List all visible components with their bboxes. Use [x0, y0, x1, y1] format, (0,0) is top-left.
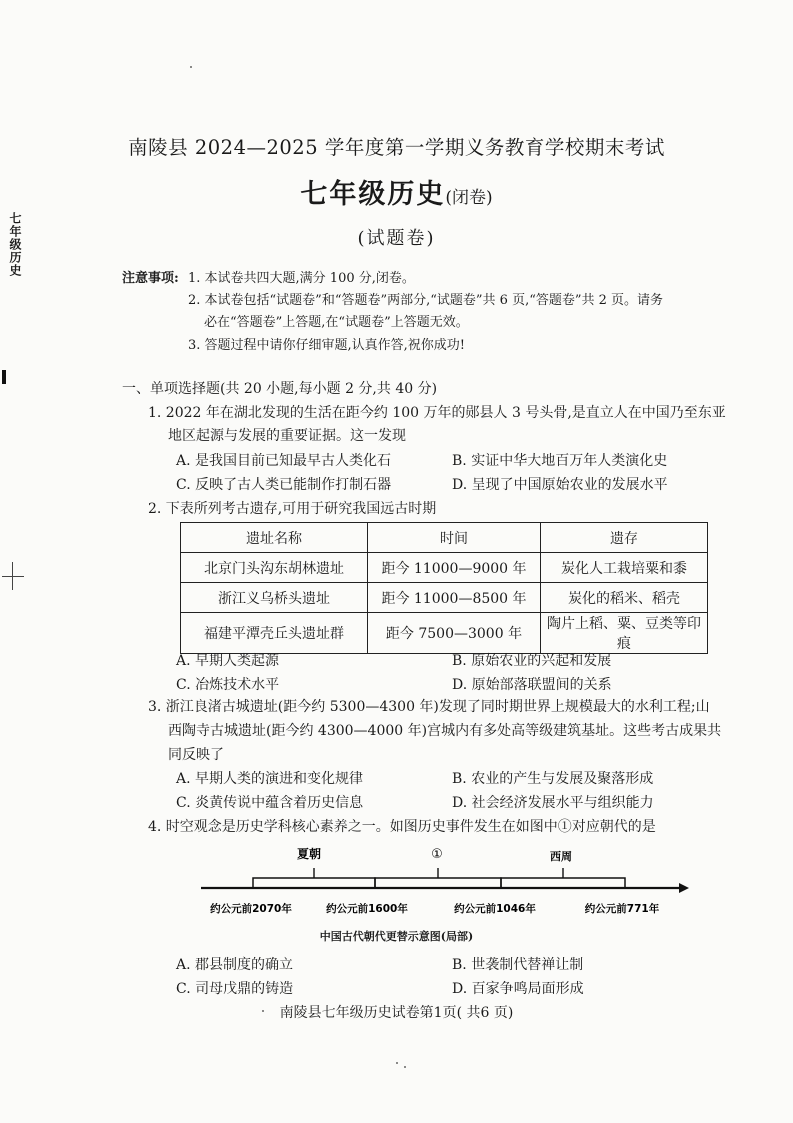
timeline-arrow-icon [679, 883, 689, 893]
section-heading: 一、单项选择题(共 20 小题,每小题 2 分,共 40 分) [122, 381, 438, 397]
note-item-continued: 必在“答题卷”上答题,在“试题卷”上答题无效。 [204, 315, 469, 330]
scan-speck [396, 1062, 398, 1064]
q1-stem-line2: 地区起源与发展的重要证据。这一发现 [168, 428, 406, 444]
q3-stem-line2: 西陶寺古城遗址(距今约 4300—4000 年)宫城内有多处高等级建筑基址。这些考古成果共 [168, 723, 722, 739]
table-header-row [181, 523, 708, 553]
q3-option-b: B. 农业的产生与发展及聚落形成 [452, 771, 654, 787]
exam-title: 南陵县 2024—2025 学年度第一学期义务教育学校期末考试 [128, 136, 665, 159]
note-item: 2. 本试卷包括“试题卷”和“答题卷”两部分,“试题卷”共 6 页,“答题卷”共 2 页。请务 [188, 293, 664, 308]
subject-name: 七年级历史 [300, 179, 446, 210]
q1-stem-line1: 1. 2022 年在湖北发现的生活在距今约 100 万年的郧县人 3 号头骨,是直立人在中国乃至东亚 [148, 405, 726, 421]
side-subject-label: 七年级历史 [8, 212, 22, 277]
table-cell: 炭化的稻米、稻壳 [541, 583, 708, 613]
q4-option-b: B. 世袭制代替禅让制 [452, 957, 584, 973]
scan-speck [404, 1066, 406, 1068]
binding-mark [2, 370, 6, 384]
notes-label: 注意事项: [122, 271, 179, 286]
note-item: 3. 答题过程中请你仔细审题,认真作答,祝你成功! [188, 338, 466, 353]
q1-option-a: A. 是我国目前已知最早古人类化石 [176, 453, 392, 469]
q2-option-a: A. 早期人类起源 [176, 653, 280, 669]
table-cell: 北京门头沟东胡林遗址 [181, 553, 368, 583]
timeline-date: 约公元前1600年 [326, 903, 408, 915]
table-row [181, 553, 708, 583]
xia-span-bracket [253, 878, 375, 888]
table-row [181, 583, 708, 613]
q1-option-b: B. 实证中华大地百万年人类演化史 [452, 453, 668, 469]
table-cell: 浙江义乌桥头遗址 [181, 583, 368, 613]
timeline-label-western-zhou: 西周 [550, 850, 572, 863]
q1-option-c: C. 反映了古人类已能制作打制石器 [176, 477, 392, 493]
timeline-date: 约公元前771年 [584, 903, 660, 915]
table-cell: 距今 11000—8500 年 [368, 583, 541, 613]
subject-heading [0, 172, 793, 211]
q2-option-b: B. 原始农业的兴起和发展 [452, 653, 612, 669]
table-cell: 距今 11000—9000 年 [368, 553, 541, 583]
q4-option-c: C. 司母戊鼎的铸造 [176, 981, 294, 997]
q4-option-a: A. 郡县制度的确立 [176, 957, 294, 973]
timeline-label-xia: 夏朝 [296, 847, 322, 861]
scan-speck [262, 1010, 264, 1012]
dynasty-timeline [195, 842, 695, 922]
paper-type: (试题卷) [357, 228, 436, 249]
archaeology-table [180, 522, 708, 654]
q3-option-a: A. 早期人类的演进和变化规律 [176, 771, 364, 787]
table-cell: 炭化人工栽培粟和黍 [541, 553, 708, 583]
q2-stem: 2. 下表所列考古遗存,可用于研究我国远古时期 [148, 501, 437, 517]
q3-option-d: D. 社会经济发展水平与组织能力 [452, 795, 654, 811]
table-header-cell: 遗存 [541, 523, 708, 553]
fold-mark-vertical [12, 562, 13, 590]
q4-option-d: D. 百家争鸣局面形成 [452, 981, 584, 997]
page-footer: 南陵县七年级历史试卷第1页( 共6 页) [279, 1005, 514, 1021]
fold-mark [2, 576, 24, 577]
q2-option-d: D. 原始部落联盟间的关系 [452, 677, 612, 693]
q3-stem-line3: 同反映了 [168, 747, 224, 763]
q4-stem: 4. 时空观念是历史学科核心素养之一。如图历史事件发生在如图中①对应朝代的是 [148, 819, 656, 835]
timeline-date: 约公元前2070年 [210, 903, 292, 915]
note-item: 1. 本试卷共四大题,满分 100 分,闭卷。 [188, 271, 415, 286]
table-cell: 距今 7500—3000 年 [368, 613, 541, 654]
dynasty1-span-bracket [375, 878, 501, 888]
q2-option-c: C. 冶炼技术水平 [176, 677, 280, 693]
q1-option-d: D. 呈现了中国原始农业的发展水平 [452, 477, 668, 493]
scan-speck [190, 66, 192, 68]
western-zhou-span-bracket [501, 878, 625, 888]
table-row [181, 613, 708, 654]
timeline-date: 约公元前1046年 [454, 903, 536, 915]
timeline-label-unknown: ① [431, 847, 443, 862]
table-header-cell: 遗址名称 [181, 523, 368, 553]
q3-stem-line1: 3. 浙江良渚古城遗址(距今约 5300—4300 年)发现了同时期世界上规模最大的水利工程;山 [148, 699, 710, 715]
table-header-cell: 时间 [368, 523, 541, 553]
table-cell: 陶片上稻、粟、豆类等印痕 [541, 613, 708, 654]
subject-note: (闭卷) [445, 188, 493, 208]
table-cell: 福建平潭壳丘头遗址群 [181, 613, 368, 654]
timeline-caption: 中国古代朝代更替示意图(局部) [319, 930, 474, 943]
q3-option-c: C. 炎黄传说中蕴含着历史信息 [176, 795, 364, 811]
